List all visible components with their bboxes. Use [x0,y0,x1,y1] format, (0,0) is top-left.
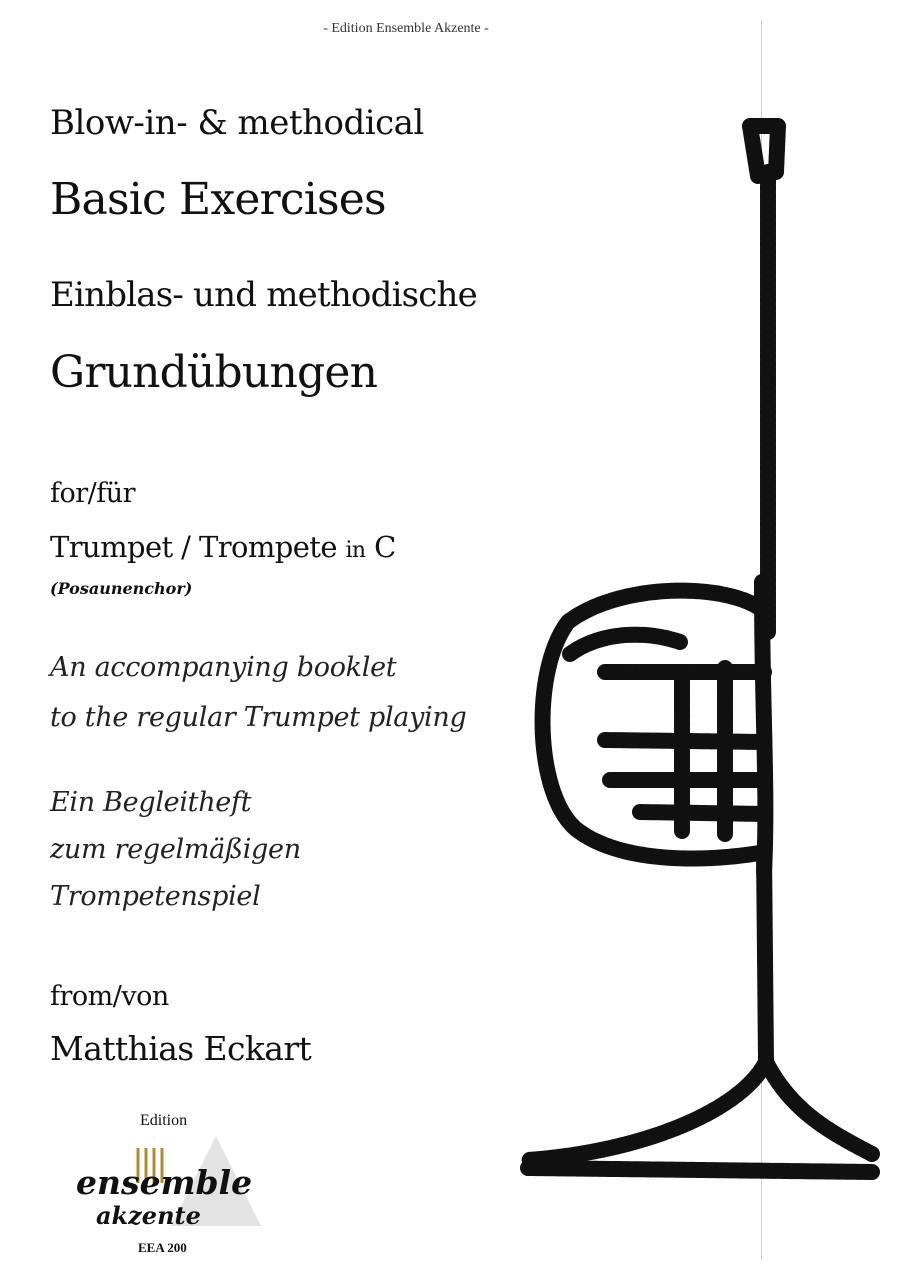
catalog-number: EEA 200 [138,1240,187,1255]
description-de-line-1: Ein Begleitheft [50,787,252,818]
inner-loop-1 [570,635,680,654]
instrument-name: Trumpet / Trompete [50,530,337,564]
title-line-2: Basic Exercises [50,174,386,225]
instrument-in: in [345,538,366,563]
instrument-key: C [374,530,396,564]
valve-line-4 [640,812,764,814]
author-name: Matthias Eckart [50,1029,312,1068]
title-line-1: Blow-in- & methodical [50,103,424,143]
bell-base [528,1168,872,1172]
bell-left [528,1062,766,1160]
trumpet-drawing [510,112,880,1212]
title-line-3: Einblas- und methodische [50,275,477,315]
description-en-line-2: to the regular Trumpet playing [50,702,467,733]
ensemble-note: (Posaunenchor) [50,579,193,598]
title-line-4: Grundübungen [50,347,378,398]
logo-text-bottom: akzente [96,1201,201,1230]
bell-right [766,1062,872,1154]
publisher-logo [66,1128,266,1233]
instrument-line [50,530,396,564]
logo-text-top: ensemble [76,1163,253,1202]
edition-label: Edition [140,1112,188,1129]
description-de-line-3: Trompetenspiel [50,881,261,912]
bell-stem [764,852,766,1062]
from-label: from/von [50,981,169,1012]
series-header: - Edition Ensemble Akzente - [323,21,489,36]
main-tube [762,582,765,872]
description-de-line-2: zum regelmäßigen [50,834,301,865]
description-en-line-1: An accompanying booklet [50,652,397,683]
for-label: for/für [50,478,136,509]
